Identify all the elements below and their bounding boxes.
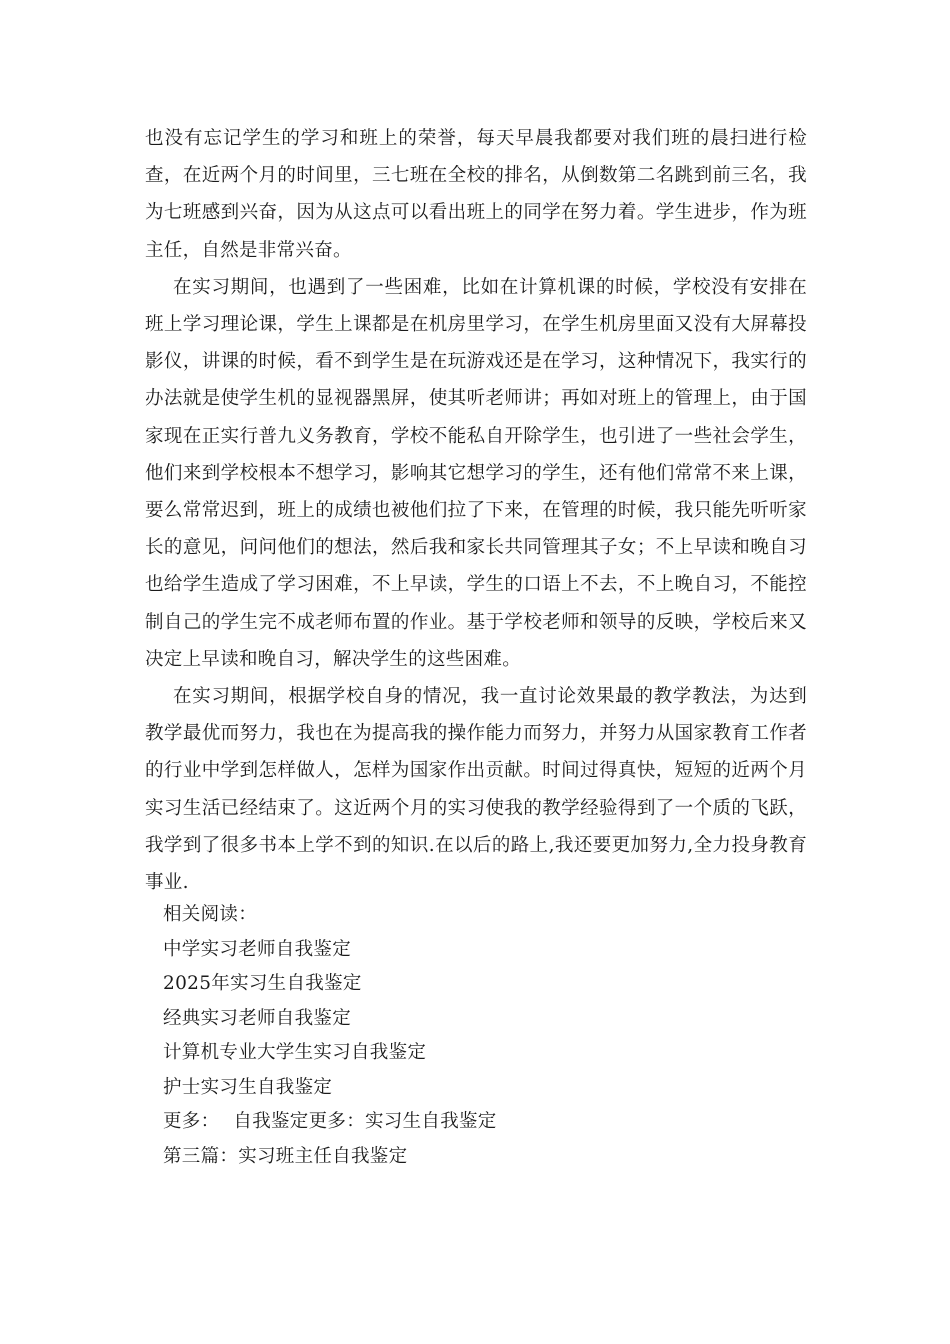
- related-reading-heading: 相关阅读：: [163, 904, 258, 925]
- article-body: [145, 120, 807, 901]
- related-link-5[interactable]: 护士实习生自我鉴定: [163, 1076, 333, 1098]
- related-link-1[interactable]: 中学实习老师自我鉴定: [163, 938, 352, 960]
- paragraph-3: 在实习期间，根据学校自身的情况，我一直讨论效果最的教学教法，为达到教学最优而努力，我也在为提高我的操作能力而努力，并努力从国家教育工作者的行业中学到怎样做人，怎样为国家作出贡献。时间过得真快，短短的近两个月实习生活已经结束了。这近两个月的实习使我的教学经验得到了一个质的飞跃，我学到了很多书本上学不到的知识.在以后的路上,我还要更加努力,全力投身教育事业.: [145, 686, 807, 894]
- more-label: 更多：: [163, 1111, 220, 1132]
- paragraph-1: 也没有忘记学生的学习和班上的荣誉，每天早晨我都要对我们班的晨扫进行检查，在近两个月的时间里，三七班在全校的排名，从倒数第二名跳到前三名，我为七班感到兴奋，因为从这点可以看出班上的同学在努力着。学生进步，作为班主任，自然是非常兴奋。: [145, 128, 807, 261]
- more-link[interactable]: 自我鉴定更多：实习生自我鉴定: [233, 1111, 497, 1132]
- related-link-4[interactable]: 计算机专业大学生实习自我鉴定: [163, 1042, 427, 1063]
- next-article-title[interactable]: 第三篇：实习班主任自我鉴定: [163, 1145, 408, 1167]
- related-reading-section: [163, 898, 803, 1174]
- related-link-3[interactable]: 经典实习老师自我鉴定: [163, 1007, 352, 1029]
- paragraph-2: 在实习期间，也遇到了一些困难，比如在计算机课的时候，学校没有安排在班上学习理论课，学生上课都是在机房里学习，在学生机房里面又没有大屏幕投影仪，讲课的时候，看不到学生是在玩游戏还是在学习，这种情况下，我实行的办法就是使学生机的显视器黑屏，使其听老师讲；再如对班上的管理上，由于国家现在正实行普九义务教育，学校不能私自开除学生，也引进了一些社会学生，他们来到学校根本不想学习，影响其它想学习的学生，还有他们常常不来上课，要么常常迟到，班上的成绩也被他们拉了下来，在管理的时候，我只能先听听家长的意见，问问他们的想法，然后我和家长共同管理其子女；不上早读和晚自习也给学生造成了学习困难，不上早读，学生的口语上不去，不上晚自习，不能控制自己的学生完不成老师布置的作业。基于学校老师和领导的反映，学校后来又决定上早读和晚自习，解决学生的这些困难。: [145, 276, 807, 670]
- related-link-2[interactable]: 2025年实习生自我鉴定: [163, 973, 362, 994]
- more-row: [163, 1105, 803, 1140]
